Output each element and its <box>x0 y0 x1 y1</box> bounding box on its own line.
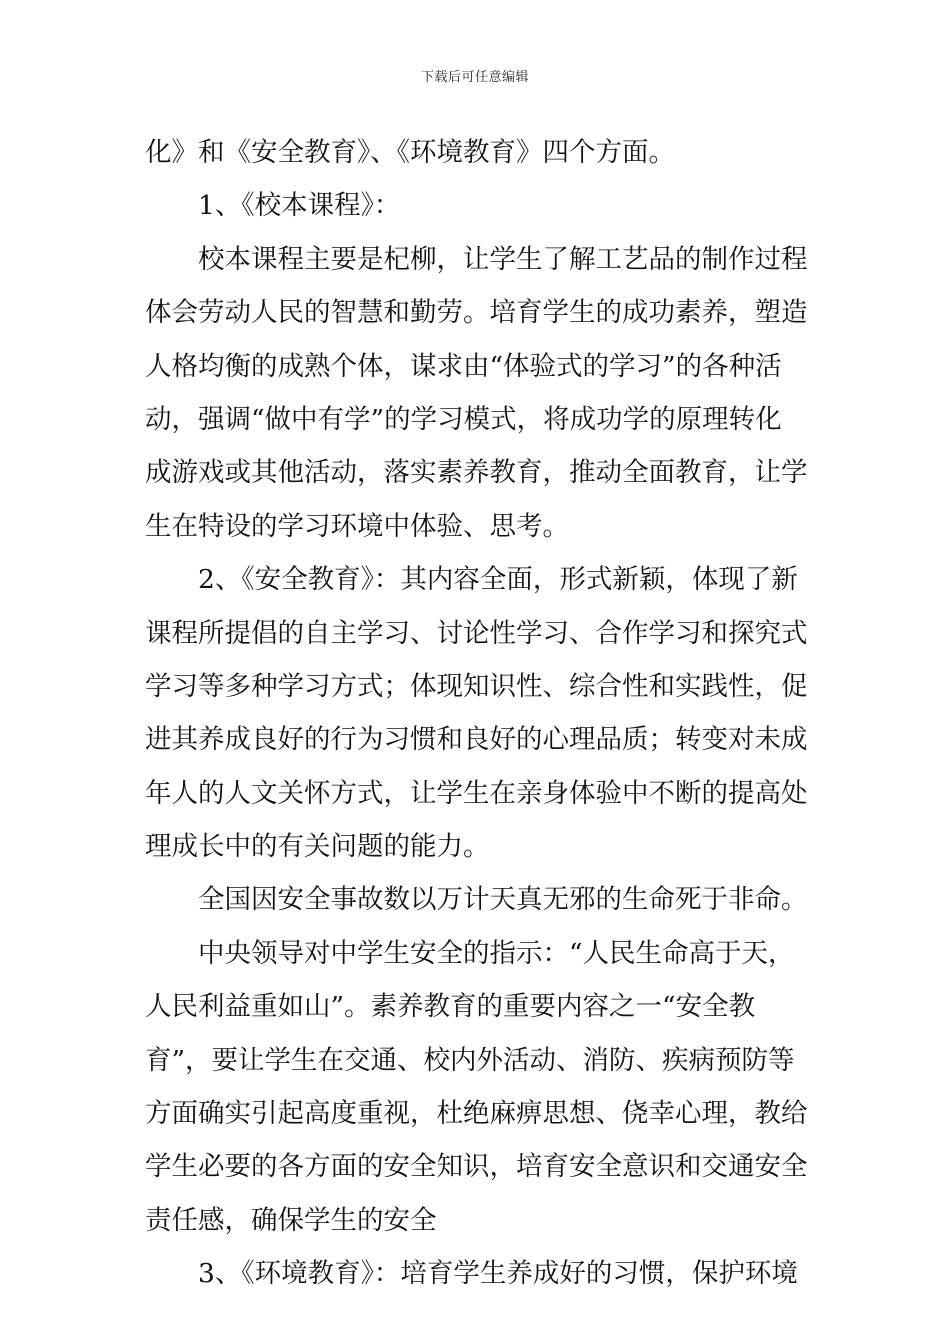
text-line: 生在特设的学习环境中体验、思考。 <box>145 510 569 542</box>
text-line: 2、《安全教育》：其内容全面，形式新颖，体现了新 <box>198 564 798 596</box>
text-line: 育”，要让学生在交通、校内外活动、消防、疾病预防等 <box>145 1044 795 1076</box>
text-line: 动，强调“做中有学”的学习模式，将成功学的原理转化 <box>145 403 782 435</box>
text-line: 进其养成良好的行为习惯和良好的心理品质；转变对未成 <box>145 724 808 756</box>
text-line: 全国因安全事故数以万计天真无邪的生命死于非命。 <box>198 884 808 916</box>
text-line: 学习等多种学习方式；体现知识性、综合性和实践性，促 <box>145 670 808 702</box>
text-line: 成游戏或其他活动，落实素养教育，推动全面教育，让学 <box>145 457 808 489</box>
text-line: 中央领导对中学生安全的指示：“人民生命高于天， <box>198 937 795 969</box>
text-line: 人民利益重如山”。素养教育的重要内容之一“安全教 <box>145 991 756 1023</box>
document-body <box>145 126 810 1301</box>
text-line: 1、《校本课程》： <box>198 190 401 222</box>
text-line: 3、《环境教育》：培育学生养成好的习惯，保护环境 <box>198 1258 798 1290</box>
page-header-note: 下载后可任意编辑 <box>420 70 529 85</box>
text-line: 人格均衡的成熟个体，谋求由“体验式的学习”的各种活 <box>145 350 782 382</box>
text-line: 化》和《安全教育》、《环境教育》四个方面。 <box>145 137 675 168</box>
text-line: 体会劳动人民的智慧和勤劳。培育学生的成功素养，塑造 <box>145 297 808 329</box>
text-line: 学生必要的各方面的安全知识，培育安全意识和交通安全 <box>145 1151 808 1183</box>
text-line: 责任感，确保学生的安全 <box>145 1204 437 1236</box>
text-line: 校本课程主要是杞柳，让学生了解工艺品的制作过程 <box>198 243 808 275</box>
text-line: 年人的人文关怀方式，让学生在亲身体验中不断的提高处 <box>145 777 808 809</box>
text-line: 课程所提倡的自主学习、讨论性学习、合作学习和探究式 <box>145 617 808 649</box>
text-line: 理成长中的有关问题的能力。 <box>145 831 490 863</box>
text-line: 方面确实引起高度重视，杜绝麻痹思想、侥幸心理，教给 <box>145 1098 808 1130</box>
